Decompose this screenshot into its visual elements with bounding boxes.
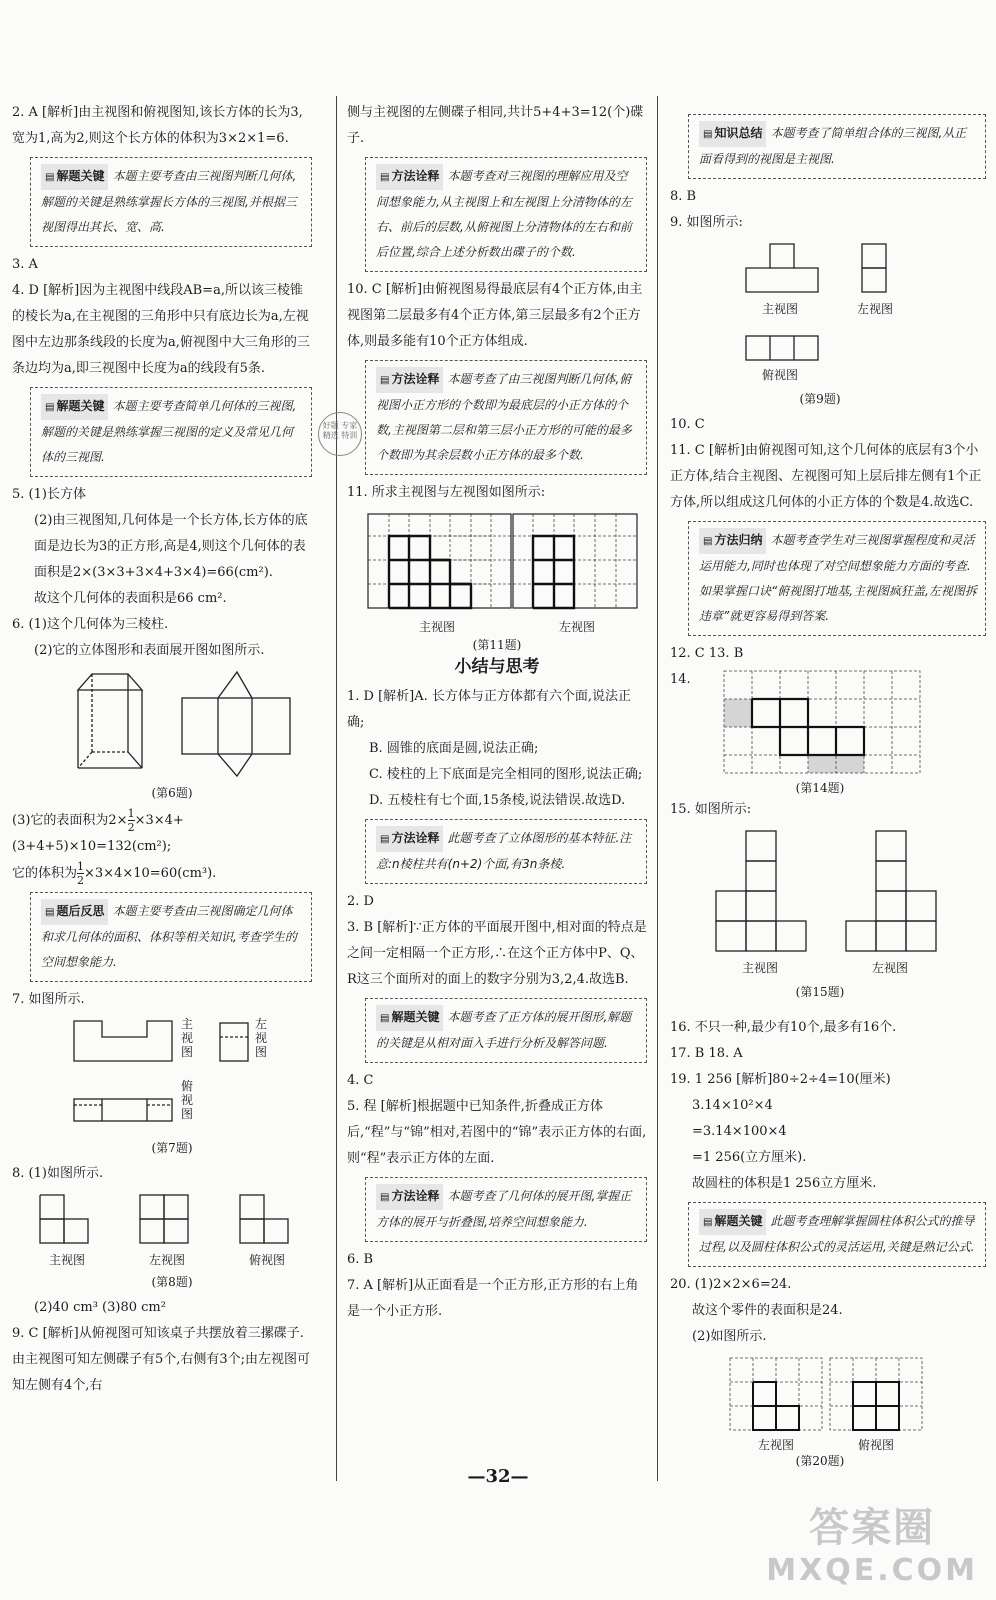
answer-6-2: (2)它的立体图形和表面展开图如图所示. — [34, 643, 265, 658]
note-text: 本题主要考查简单几何体的三视图,解题的关键是熟练掌握三视图的定义及常见几何体的三视图. — [41, 399, 297, 464]
answer-r19a: 19. 1 256 [解析]80÷2÷4=10(厘米) — [670, 1072, 891, 1087]
summary-1a: 1. D [解析]A. 长方体与正方体都有六个面,说法正确; — [347, 689, 632, 730]
summary-7: 7. A [解析]从正面看是一个正方形,正方形的右上角是一个小正方形. — [347, 1278, 639, 1319]
method-note-9 — [365, 157, 647, 272]
answer-r10: 10. C — [670, 417, 705, 432]
shaded-cell — [724, 699, 752, 727]
grid-figure-r14 — [670, 667, 986, 775]
numerator: 1 — [77, 860, 85, 873]
key-note-r19 — [688, 1202, 986, 1267]
answer-6-3b: (3+4+5)×10=132(cm²); — [12, 839, 172, 854]
figure-r9 — [670, 240, 986, 408]
figure-r20 — [670, 1354, 986, 1468]
figure-r14 — [670, 667, 986, 793]
note-text: 本题主要考查由三视图判断几何体,解题的关键是熟练掌握长方体的三视图,并根据三视图得出其长、宽、高. — [41, 169, 297, 234]
key-note-2 — [30, 157, 312, 247]
fraction — [77, 860, 84, 887]
watermark-line-2: MXQE.COM — [766, 1553, 978, 1588]
answer-11: 11. 所求主视图与左视图如图所示: — [347, 485, 546, 500]
figure-8-caption: (第8题) — [151, 1275, 193, 1289]
reflection-note-6 — [30, 892, 312, 982]
grid-figure-r20 — [670, 1354, 986, 1434]
left-column — [12, 100, 312, 1399]
figure-r15-caption: (第15题) — [795, 985, 845, 999]
key-note-s3 — [365, 998, 647, 1063]
answer-r17: 17. B 18. A — [670, 1046, 743, 1061]
right-column — [670, 100, 986, 1468]
answer-8: 8. (1)如图所示. — [12, 1166, 104, 1181]
figure-r9-caption: (第9题) — [799, 392, 841, 406]
answer-9-cont: 侧与主视图的左侧碟子相同,共计5+4+3=12(个)碟子. — [347, 105, 644, 146]
note-text: 本题考查学生对三视图掌握程度和灵活运用能力,同时也体现了对空间想象能力方面的考查.如果掌握口诀“俯视图打地基,主视图疯狂盖,左视图拆违章”就更容易得到答案. — [699, 533, 977, 623]
label-top: 俯视图 — [248, 1253, 285, 1267]
summary-2: 2. D — [347, 894, 374, 909]
watermark-line-1: 答案圈 — [809, 1505, 936, 1551]
answer-r15: 15. 如图所示: — [670, 802, 752, 817]
answer-r19c: =3.14×100×4 — [692, 1124, 787, 1139]
figure-r15 — [670, 827, 986, 1011]
note-text: 本题考查了简单组合体的三视图,从正面看得到的视图是主视图. — [699, 126, 967, 166]
answer-r20a: 20. (1)2×2×6=24. — [670, 1277, 792, 1292]
label-main: 主视图 — [741, 961, 778, 975]
method-note-r11 — [688, 521, 986, 636]
section-heading: 小结与思考 — [454, 657, 540, 677]
note-tag: ▤ 解题关键 — [41, 164, 108, 190]
middle-column — [347, 100, 647, 1325]
answer-r9: 9. 如图所示: — [670, 215, 743, 230]
method-note-s1 — [365, 819, 647, 884]
note-tag: ▤ 解题关键 — [699, 1209, 766, 1235]
summary-4: 4. C — [347, 1073, 374, 1088]
fraction — [128, 807, 135, 834]
label-left: 左视图 — [148, 1253, 185, 1267]
label-main: 主视图 — [180, 1017, 193, 1059]
note-text: 本题考查了正方体的展开图形,解题的关键是从相对面入手进行分析及解答问题. — [376, 1010, 632, 1050]
figure-11-caption: (第11题) — [472, 638, 522, 652]
label-left: 左视图 — [254, 1017, 267, 1059]
note-tag: ▤ 方法诠释 — [376, 164, 443, 190]
numerator: 1 — [127, 807, 135, 820]
note-tag: ▤ 方法诠释 — [376, 367, 443, 393]
label-main: 主视图 — [418, 620, 455, 634]
seal-stamp: 好题 专家精选 特训 — [318, 412, 362, 456]
figure-r20-caption: (第20题) — [795, 1454, 845, 1468]
views-figure-r9 — [670, 240, 986, 390]
figure-11 — [347, 510, 647, 650]
note-text: 本题主要考查由三视图确定几何体和求几何体的面积、体积等相关知识,考查学生的空间想象能力. — [41, 904, 297, 969]
answer-9: 9. C [解析]从俯视图可知该桌子共摆放着三摞碟子.由主视图可知左侧碟子有5个,右侧有3个;由左视图可知左侧有4个,右 — [12, 1326, 311, 1393]
answer-r16: 16. 不只一种,最少有10个,最多有16个. — [670, 1020, 897, 1035]
figure-6-caption: (第6题) — [151, 786, 193, 800]
figure-7-caption: (第7题) — [151, 1141, 193, 1155]
knowledge-note — [688, 114, 986, 179]
note-tag: ▤ 解题关键 — [41, 394, 108, 420]
method-note-10 — [365, 360, 647, 475]
label-main: 主视图 — [761, 302, 798, 316]
note-text: 此题考查理解掌握圆柱体积公式的推导过程,以及圆柱体积公式的灵活运用,关键是熟记公式. — [699, 1214, 975, 1254]
answer-4: 4. D [解析]因为主视图中线段AB=a,所以该三棱锥的棱长为a,在主视图的三角形中只有底边长为a,左视图中左边那条线段的长度为a,俯视图中大三角形的三条边均为a,即三视图中长度为a的线段有5条. — [12, 283, 310, 376]
summary-1b: B. 圆锥的底面是圆,说法正确; — [369, 741, 539, 756]
text: 它的体积为 — [12, 866, 78, 881]
note-tag: ▤ 方法诠释 — [376, 1184, 443, 1210]
note-tag: ▤ 知识总结 — [699, 121, 766, 147]
text: (3)它的表面积为2× — [12, 813, 128, 828]
prism-figure — [12, 668, 312, 780]
answer-5-3: 故这个几何体的表面积是66 cm². — [34, 591, 227, 606]
answer-r19e: 故圆柱的体积是1 256立方厘米. — [692, 1176, 877, 1191]
figure-r14-caption: (第14题) — [795, 781, 845, 795]
answer-r20c: (2)如图所示. — [692, 1329, 767, 1344]
note-tag: ▤ 解题关键 — [376, 1005, 443, 1031]
column-divider-1 — [336, 96, 337, 1481]
denominator: 2 — [77, 874, 85, 887]
label-left: 左视图 — [757, 1438, 794, 1452]
note-tag: ▤ 方法诠释 — [376, 826, 443, 852]
method-note-s5 — [365, 1177, 647, 1242]
label-top: 俯视图 — [180, 1079, 193, 1121]
text: ×3×4+ — [134, 813, 184, 828]
answer-r20b: 故这个零件的表面积是24. — [692, 1303, 843, 1318]
label-left: 左视图 — [856, 302, 893, 316]
summary-3: 3. B [解析]∵正方体的平面展开图中,相对面的特点是之间一定相隔一个正方形,∴在这个正方体中P、Q、R这三个面所对的面上的数字分别为3,2,4.故选B. — [347, 920, 647, 987]
answer-r19b: 3.14×10²×4 — [692, 1098, 773, 1113]
answer-3: 3. A — [12, 257, 38, 272]
views-figure-r15 — [670, 827, 986, 967]
answer-r19d: =1 256(立方厘米). — [692, 1150, 807, 1165]
summary-1c: C. 棱柱的上下底面是完全相同的图形,说法正确; — [369, 767, 643, 782]
note-tag: ▤ 题后反思 — [41, 899, 108, 925]
grid-figure-11 — [347, 510, 647, 620]
note-text: 本题考查了几何体的展开图,掌握正方体的展开与折叠图,培养空间想象能力. — [376, 1189, 632, 1229]
answer-6-1: 6. (1)这个几何体为三棱柱. — [12, 617, 169, 632]
label-top: 俯视图 — [857, 1438, 894, 1452]
answer-2: 2. A [解析]由主视图和俯视图知,该长方体的长为3,宽为1,高为2,则这个长方体的体积为3×2×1=6. — [12, 105, 303, 146]
summary-1d: D. 五棱柱有七个面,15条棱,说法错误.故选D. — [369, 793, 626, 808]
figure-8 — [12, 1191, 312, 1291]
figure-6 — [12, 668, 312, 803]
answer-r8: 8. B — [670, 189, 697, 204]
key-note-4 — [30, 387, 312, 477]
summary-6: 6. B — [347, 1252, 374, 1267]
answer-6-4 — [12, 860, 312, 887]
answer-8-2: (2)40 cm³ (3)80 cm² — [34, 1300, 166, 1315]
label-left: 左视图 — [871, 961, 908, 975]
page-number: —32— — [467, 1466, 529, 1487]
watermark — [766, 1496, 978, 1588]
answer-5-1: 5. (1)长方体 — [12, 487, 86, 502]
denominator: 2 — [127, 821, 135, 834]
answer-r11: 11. C [解析]由俯视图可知,这个几何体的底层有3个小正方体,结合主视图、左视图可知上层后排左侧有1个正方体,所以组成这几何体的小正方体的个数是4.故选C. — [670, 443, 982, 510]
note-tag: ▤ 方法归纳 — [699, 528, 766, 554]
answer-6-3 — [12, 807, 312, 834]
answer-7: 7. 如图所示. — [12, 992, 85, 1007]
answer-5-2: (2)由三视图知,几何体是一个长方体,长方体的底面是边长为3的正方形,高是4,则这个几何体的表面积是2×(3×3+3×4+3×4)=66(cm²). — [34, 513, 308, 580]
figure-7 — [12, 1017, 312, 1157]
label-left: 左视图 — [558, 620, 595, 634]
answer-10: 10. C [解析]由俯视图易得最底层有4个正方体,由主视图第二层最多有4个正方体,第三层最多有2个正方体,则最多能有10个正方体组成. — [347, 282, 643, 349]
note-text: 本题考查对三视图的理解应用及空间想象能力,从主视图上和左视图上分清物体的左右、前后的层数,从俯视图上分清物体的左右和前后位置,综合上述分析数出碟子的个数. — [376, 169, 632, 259]
answer-r12: 12. C 13. B — [670, 646, 744, 661]
label-top: 俯视图 — [761, 368, 798, 382]
answer-r14: 14. — [670, 672, 691, 687]
summary-5: 5. 程 [解析]根据题中已知条件,折叠成正方体后,“程”与“锦”相对,若图中的“锦”表示正方体的右面,则“程”表示正方体的左面. — [347, 1099, 647, 1166]
note-text: 本题考查了由三视图判断几何体,俯视图小正方形的个数即为最底层的小正方体的个数,主视图第二层和第三层小正方形的可能的最多个数即为其余层数小正方体的最多个数. — [376, 372, 632, 462]
column-divider-2 — [657, 96, 658, 1481]
text: ×3×4×10=60(cm³). — [84, 866, 217, 881]
label-main: 主视图 — [48, 1253, 85, 1267]
note-text: 此题考查了立体图形的基本特征.注意:n棱柱共有(n+2)个面,有3n条棱. — [376, 831, 632, 871]
